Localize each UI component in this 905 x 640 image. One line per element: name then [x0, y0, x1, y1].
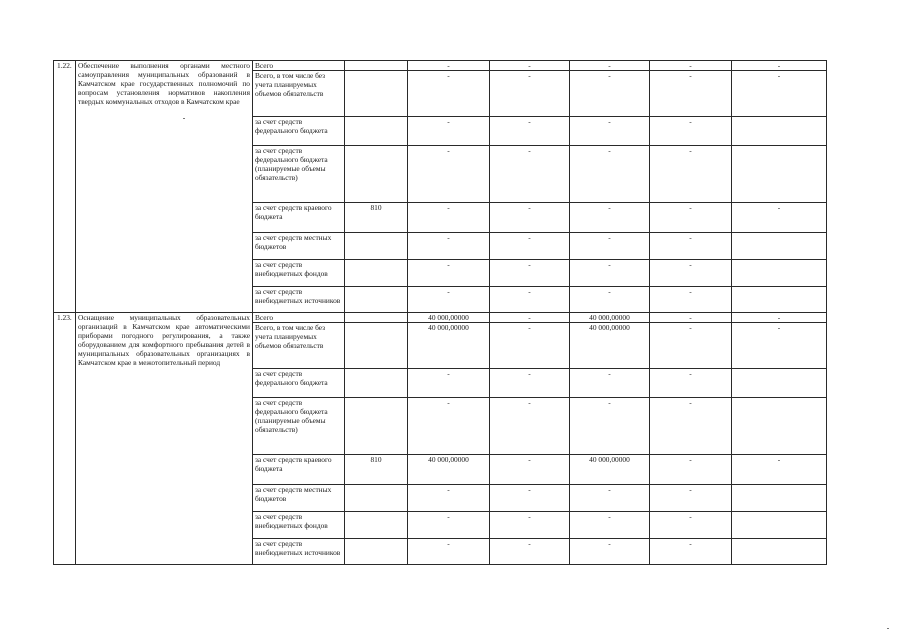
amount-cell: [490, 203, 570, 233]
amount-value: -: [528, 233, 531, 242]
budget-code: [345, 233, 408, 260]
amount-value: -: [777, 61, 781, 70]
amount-value: 40 000,00000: [589, 323, 630, 332]
amount-value: -: [528, 203, 531, 212]
funding-source: за счет средств внебюджетных источников: [253, 539, 345, 565]
amount-cell: [570, 485, 650, 512]
amount-cell: [732, 233, 827, 260]
amount-value: -: [528, 539, 531, 548]
amount-cell: [732, 485, 827, 512]
budget-code: [345, 260, 408, 287]
amount-value: -: [689, 233, 692, 242]
amount-cell: [490, 512, 570, 539]
funding-source: за счет средств федерального бюджета (планируемые объемы обязательств): [253, 146, 345, 203]
budget-code: [345, 369, 408, 398]
funding-source: за счет средств краевого бюджета: [253, 203, 345, 233]
amount-cell: [408, 485, 490, 512]
budget-code-value: 810: [370, 203, 382, 212]
amount-cell: [490, 71, 570, 117]
amount-value: -: [777, 203, 781, 212]
amount-value: -: [689, 117, 692, 126]
amount-value: -: [689, 260, 692, 269]
amount-cell: [408, 146, 490, 203]
amount-cell: [408, 71, 490, 117]
amount-value: -: [777, 455, 781, 464]
amount-cell: [650, 398, 732, 455]
funding-source: за счет средств федерального бюджета (планируемые объемы обязательств): [253, 398, 345, 455]
amount-value: -: [528, 323, 531, 332]
funding-source: за счет средств местных бюджетов: [253, 233, 345, 260]
amount-cell: [408, 313, 490, 323]
budget-code: [345, 455, 408, 485]
scan-artifact: [887, 628, 889, 629]
amount-cell: [570, 539, 650, 565]
amount-cell: [732, 512, 827, 539]
amount-cell: [732, 539, 827, 565]
amount-value: -: [608, 233, 611, 242]
amount-value: -: [689, 369, 692, 378]
amount-value: -: [447, 117, 450, 126]
amount-value: -: [689, 485, 692, 494]
amount-value: -: [447, 539, 450, 548]
budget-code: [345, 71, 408, 117]
funding-source: за счет средств федерального бюджета: [253, 369, 345, 398]
amount-cell: [650, 260, 732, 287]
funding-source: Всего: [253, 61, 345, 71]
amount-cell: [570, 203, 650, 233]
amount-value: -: [689, 512, 692, 521]
amount-cell: [732, 398, 827, 455]
amount-cell: [570, 260, 650, 287]
amount-cell: [408, 369, 490, 398]
amount-cell: [570, 61, 650, 71]
amount-value: -: [608, 146, 611, 155]
amount-cell: [490, 369, 570, 398]
amount-cell: [490, 455, 570, 485]
amount-cell: [490, 287, 570, 313]
amount-cell: [570, 146, 650, 203]
amount-cell: [732, 203, 827, 233]
budget-code: [345, 313, 408, 323]
amount-value: 40 000,00000: [589, 455, 630, 464]
amount-cell: [490, 323, 570, 369]
amount-cell: [408, 117, 490, 146]
amount-value: -: [608, 369, 611, 378]
amount-cell: [408, 455, 490, 485]
budget-code: [345, 485, 408, 512]
amount-value: -: [528, 146, 531, 155]
amount-cell: [570, 117, 650, 146]
amount-value: -: [689, 71, 692, 80]
amount-cell: [490, 117, 570, 146]
table-row: [54, 313, 827, 323]
amount-cell: [650, 455, 732, 485]
amount-value: -: [689, 455, 692, 464]
amount-cell: [490, 233, 570, 260]
amount-value: -: [528, 71, 531, 80]
budget-code: [345, 323, 408, 369]
amount-value: -: [528, 398, 531, 407]
amount-cell: [650, 61, 732, 71]
amount-value: -: [689, 313, 692, 322]
budget-table: [53, 60, 827, 565]
amount-cell: [490, 398, 570, 455]
amount-cell: [732, 61, 827, 71]
budget-code: [345, 117, 408, 146]
amount-cell: [570, 455, 650, 485]
amount-value: -: [608, 203, 611, 212]
amount-value: 40 000,00000: [589, 313, 630, 322]
amount-cell: [650, 369, 732, 398]
amount-value: -: [447, 512, 450, 521]
amount-value: -: [447, 398, 450, 407]
amount-cell: [408, 323, 490, 369]
amount-value: -: [608, 512, 611, 521]
amount-value: -: [608, 287, 611, 296]
amount-cell: [732, 313, 827, 323]
funding-source: за счет средств федерального бюджета: [253, 117, 345, 146]
amount-value: -: [689, 287, 692, 296]
amount-cell: [490, 260, 570, 287]
amount-value: -: [528, 61, 531, 70]
funding-source: за счет средств краевого бюджета: [253, 455, 345, 485]
budget-code: [345, 203, 408, 233]
amount-value: -: [689, 61, 692, 70]
amount-cell: [650, 117, 732, 146]
amount-value: -: [608, 71, 611, 80]
amount-cell: [732, 287, 827, 313]
amount-value: -: [777, 71, 781, 80]
amount-value: -: [447, 146, 450, 155]
budget-code: [345, 287, 408, 313]
funding-source: за счет средств внебюджетных фондов: [253, 512, 345, 539]
amount-cell: [408, 287, 490, 313]
amount-value: -: [528, 455, 531, 464]
amount-cell: [408, 61, 490, 71]
budget-code-value: 810: [370, 455, 382, 464]
amount-cell: [732, 71, 827, 117]
amount-value: -: [528, 287, 531, 296]
amount-value: -: [528, 117, 531, 126]
amount-cell: [650, 512, 732, 539]
amount-cell: [732, 146, 827, 203]
amount-value: -: [608, 61, 611, 70]
amount-cell: [570, 71, 650, 117]
amount-cell: [408, 260, 490, 287]
amount-value: -: [689, 539, 692, 548]
item-description: Обеспечение выполнения органами местного самоуправления муниципальных образований в Камчатском крае государственных полномочий по вопросам установления нормативов накопления твердых коммунальных отходов в Камчатском крае: [76, 61, 253, 313]
amount-cell: [650, 233, 732, 260]
amount-value: -: [447, 260, 450, 269]
amount-value: -: [447, 485, 450, 494]
amount-cell: [408, 203, 490, 233]
amount-value: -: [447, 233, 450, 242]
budget-code: [345, 539, 408, 565]
amount-value: -: [689, 323, 692, 332]
amount-value: -: [608, 539, 611, 548]
amount-cell: [570, 323, 650, 369]
amount-value: -: [447, 203, 450, 212]
amount-value: -: [528, 313, 531, 322]
amount-cell: [732, 260, 827, 287]
amount-cell: [732, 369, 827, 398]
funding-source: за счет средств внебюджетных фондов: [253, 260, 345, 287]
funding-source: Всего: [253, 313, 345, 323]
budget-code: [345, 512, 408, 539]
table-body: [54, 61, 827, 565]
amount-cell: [490, 539, 570, 565]
amount-cell: [408, 233, 490, 260]
amount-cell: [650, 539, 732, 565]
funding-source: за счет средств местных бюджетов: [253, 485, 345, 512]
amount-cell: [732, 323, 827, 369]
amount-value: -: [447, 61, 450, 70]
item-description: Оснащение муниципальных образовательных организаций в Камчатском крае автоматическими приборами погодного регулирования, а также оборудованием для комфортного пребывания детей в муниципальных образовательных организациях в Камчатском крае в межотопительный период: [76, 313, 253, 565]
amount-value: -: [608, 485, 611, 494]
funding-source: Всего, в том числе без учета планируемых объемов обязательств: [253, 323, 345, 369]
amount-cell: [732, 117, 827, 146]
amount-cell: [650, 146, 732, 203]
amount-cell: [650, 313, 732, 323]
amount-cell: [570, 313, 650, 323]
amount-value: -: [528, 485, 531, 494]
amount-cell: [490, 146, 570, 203]
amount-cell: [408, 539, 490, 565]
amount-value: -: [447, 369, 450, 378]
amount-cell: [570, 233, 650, 260]
amount-cell: [490, 313, 570, 323]
funding-source: Всего, в том числе без учета планируемых объемов обязательств: [253, 71, 345, 117]
amount-value: -: [608, 260, 611, 269]
amount-value: -: [528, 260, 531, 269]
table-row: [54, 61, 827, 71]
item-number: 1.22.: [54, 61, 76, 313]
amount-value: 40 000,00000: [428, 323, 469, 332]
budget-code: [345, 61, 408, 71]
amount-value: -: [777, 323, 781, 332]
budget-code: [345, 146, 408, 203]
scan-artifact: [183, 118, 185, 119]
amount-cell: [408, 398, 490, 455]
amount-value: -: [528, 369, 531, 378]
amount-value: -: [608, 398, 611, 407]
amount-value: -: [608, 117, 611, 126]
amount-cell: [570, 398, 650, 455]
amount-cell: [570, 369, 650, 398]
amount-cell: [570, 512, 650, 539]
funding-source: за счет средств внебюджетных источников: [253, 287, 345, 313]
amount-cell: [570, 287, 650, 313]
budget-code: [345, 398, 408, 455]
amount-cell: [650, 203, 732, 233]
amount-value: 40 000,00000: [428, 313, 469, 322]
item-number: 1.23.: [54, 313, 76, 565]
amount-cell: [650, 287, 732, 313]
amount-value: -: [447, 71, 450, 80]
amount-cell: [408, 512, 490, 539]
amount-value: -: [528, 512, 531, 521]
amount-value: -: [447, 287, 450, 296]
amount-cell: [650, 71, 732, 117]
amount-cell: [732, 455, 827, 485]
amount-cell: [490, 485, 570, 512]
amount-value: -: [689, 203, 692, 212]
amount-cell: [490, 61, 570, 71]
amount-value: -: [689, 398, 692, 407]
amount-value: -: [777, 313, 781, 322]
amount-value: 40 000,00000: [428, 455, 469, 464]
amount-cell: [650, 323, 732, 369]
amount-cell: [650, 485, 732, 512]
amount-value: -: [689, 146, 692, 155]
